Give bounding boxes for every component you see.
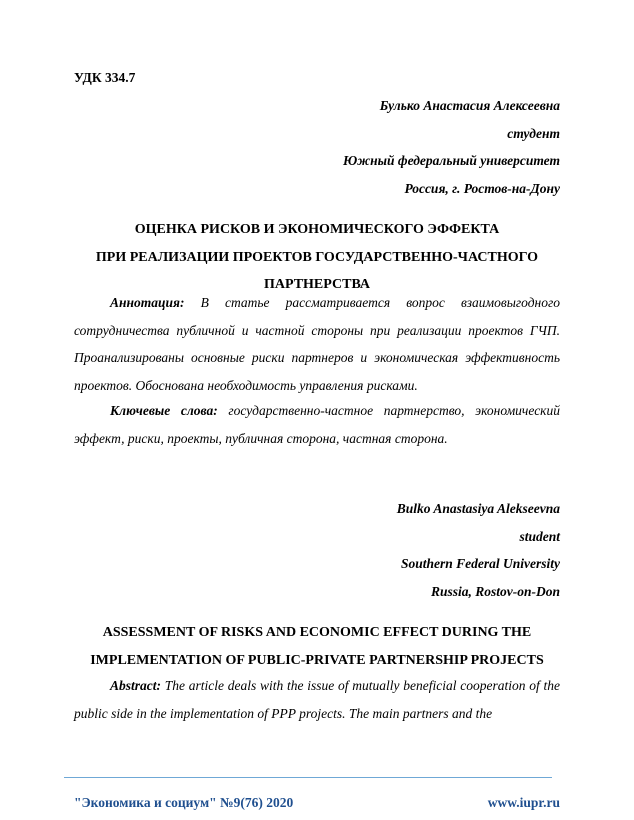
ru-keywords-text: государственно-частное партнерство, экономический эффект, риски, проекты, публичная сторона, частная сторона. xyxy=(74,403,560,446)
ru-abstract-label: Аннотация: xyxy=(110,295,185,310)
footer-divider xyxy=(64,777,552,778)
ru-author-position: студент xyxy=(507,125,560,141)
en-author-name: Bulko Anastasiya Alekseevna xyxy=(396,501,560,516)
footer-journal: "Экономика и социум" №9(76) 2020 xyxy=(74,795,294,810)
ru-author-block xyxy=(343,92,560,202)
udk-code: УДК 334.7 xyxy=(74,70,136,85)
en-abstract-label: Abstract: xyxy=(110,678,162,693)
ru-author-location: Россия, г. Ростов-на-Дону xyxy=(404,180,560,196)
en-title-line-2: IMPLEMENTATION OF PUBLIC-PRIVATE PARTNERSHIP PROJECTS xyxy=(90,652,544,668)
en-author-block xyxy=(397,495,560,605)
en-author-university: Southern Federal University xyxy=(400,556,560,571)
ru-author-name: Булько Анастасия Алексеевна xyxy=(379,98,560,113)
en-author-position: student xyxy=(519,528,560,544)
en-author-location: Russia, Rostov-on-Don xyxy=(430,583,560,599)
ru-title-line-3: ПАРТНЕРСТВА xyxy=(263,277,371,292)
ru-keywords xyxy=(74,397,560,452)
ru-title-line-2: ПРИ РЕАЛИЗАЦИИ ПРОЕКТОВ ГОСУДАРСТВЕННО-ЧАСТНОГО xyxy=(95,249,539,265)
ru-abstract xyxy=(74,289,560,399)
en-abstract-text: The article deals with the issue of mutually beneficial cooperation of the public side in the implementation of PPP projects. The main partners and the xyxy=(74,678,560,721)
ru-author-university: Южный федеральный университет xyxy=(342,153,560,168)
ru-keywords-label: Ключевые слова: xyxy=(110,403,218,418)
ru-abstract-text: В статье рассматривается вопрос взаимовыгодного сотрудничества публичной и частной стороны при реализации проектов ГЧП. Проанализированы основные риски партнеров и экономическая эффективность проектов. Обоснована необходимость управления рисками. xyxy=(74,295,561,393)
en-title-line-1: ASSESSMENT OF RISKS AND ECONOMIC EFFECT DURING THE xyxy=(102,625,532,640)
footer-website[interactable]: www.iupr.ru xyxy=(487,795,560,810)
ru-title-line-1: ОЦЕНКА РИСКОВ И ЭКОНОМИЧЕСКОГО ЭФФЕКТА xyxy=(134,222,500,237)
en-abstract xyxy=(74,672,560,727)
ru-title xyxy=(60,216,574,299)
en-title xyxy=(60,619,574,674)
